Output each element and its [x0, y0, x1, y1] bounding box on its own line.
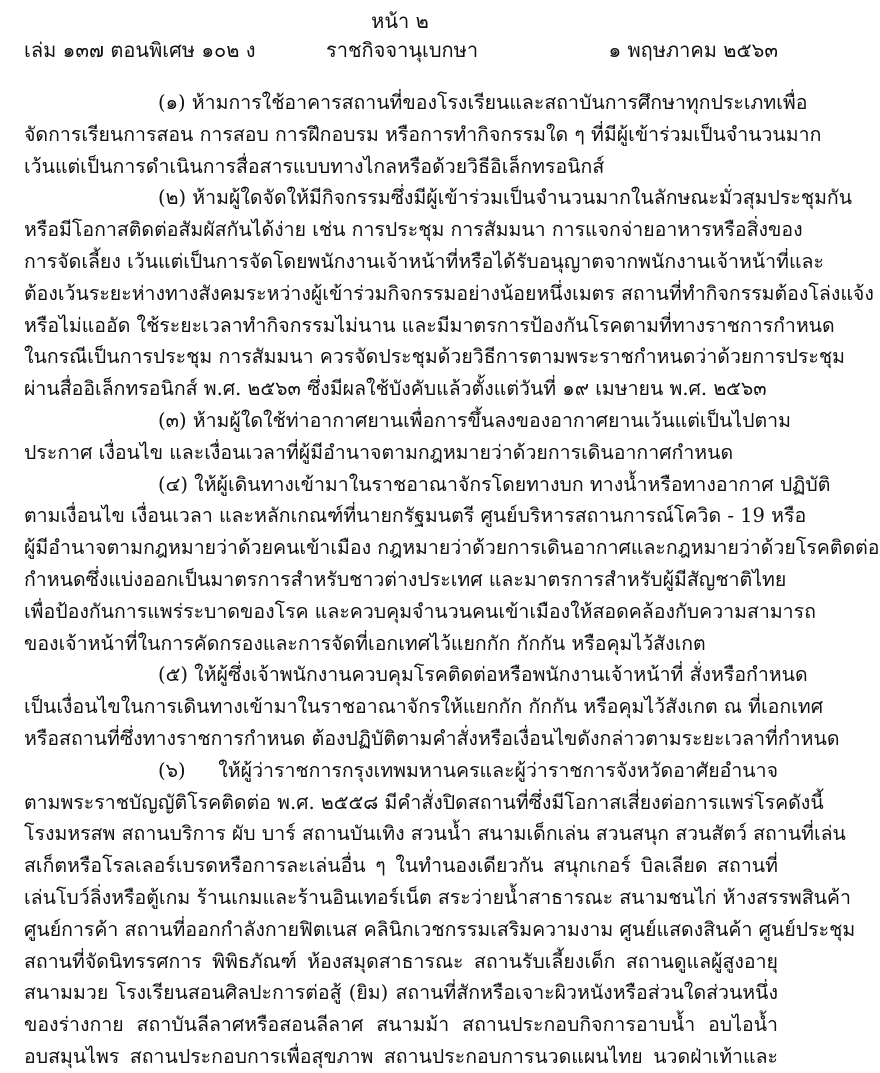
text-line: (๖) ให้ผู้ว่าราชการกรุงเทพมหานครและผู้ว่าราชการจังหวัดอาศัยอำนาจ: [158, 758, 778, 782]
text-line: ต้องเว้นระยะห่างทางสังคมระหว่างผู้เข้าร่วมกิจกรรมอย่างน้อยหนึ่งเมตร สถานที่ทำกิจกรรมต้องโล่งแจ้ง: [24, 281, 874, 305]
text-line: สเก็ตหรือโรลเลอร์เบรดหรือการละเล่นอื่น ๆ ในทำนองเดียวกัน สนุกเกอร์ บิลเลียด สถานที่: [24, 854, 778, 878]
paragraph: [24, 659, 840, 754]
text-line: (๑) ห้ามการใช้อาคารสถานที่ของโรงเรียนและสถาบันการศึกษาทุกประเภทเพื่อ: [158, 91, 808, 114]
header-date: ๑ พฤษภาคม ๒๕๖๓: [608, 38, 778, 62]
header-gazette-name: ราชกิจจานุเบกษา: [326, 38, 479, 62]
text-line: โรงมหรสพ สถานบริการ ผับ บาร์ สถานบันเทิง สวนน้ำ สนามเด็กเล่น สวนสนุก สวนสัตว์ สถานที่เล่น: [24, 822, 846, 846]
text-line: ศูนย์การค้า สถานที่ออกกำลังกายฟิตเนส คลินิกเวชกรรมเสริมความงาม ศูนย์แสดงสินค้า ศูนย์ประชุม: [24, 917, 856, 941]
text-line: (๕) ให้ผู้ซึ่งเจ้าพนักงานควบคุมโรคติดต่อหรือพนักงานเจ้าหน้าที่ สั่งหรือกำหนด: [158, 663, 808, 687]
page-number: หน้า ๒: [371, 9, 429, 33]
text-line: ประกาศ เงื่อนไข และเงื่อนเวลาที่ผู้มีอำนาจตามกฎหมายว่าด้วยการเดินอากาศกำหนด: [24, 440, 734, 464]
paragraph: [24, 469, 880, 660]
text-line: ของเจ้าหน้าที่ในการคัดกรองและการจัดที่เอกเทศไว้แยกกัก กักกัน หรือคุมไว้สังเกต: [24, 631, 706, 655]
paragraph: [24, 87, 822, 182]
text-line: ตามเงื่อนไข เงื่อนเวลา และหลักเกณฑ์ที่นายกรัฐมนตรี ศูนย์บริหารสถานการณ์โควิด - 19 หรือ: [24, 504, 807, 528]
text-line: ผ่านสื่ออิเล็กทรอนิกส์ พ.ศ. ๒๕๖๓ ซึ่งมีผลใช้บังคับแล้วตั้งแต่วันที่ ๑๙ เมษายน พ.ศ. ๒๕๖๓: [24, 377, 767, 401]
text-line: สถานที่จัดนิทรรศการ พิพิธภัณฑ์ ห้องสมุดสาธารณะ สถานรับเลี้ยงเด็ก สถานดูแลผู้สูงอายุ: [24, 949, 778, 973]
text-line: หรือไม่แออัด ใช้ระยะเวลาทำกิจกรรมไม่นาน และมีมาตรการป้องกันโรคตามที่ทางราชการกำหนด: [24, 313, 835, 337]
text-line: เพื่อป้องกันการแพร่ระบาดของโรค และควบคุมจำนวนคนเข้าเมืองให้สอดคล้องกับความสามารถ: [24, 599, 816, 623]
text-line: เป็นเงื่อนไขในการเดินทางเข้ามาในราชอาณาจักรให้แยกกัก กักกัน หรือคุมไว้สังเกต ณ ที่เอกเทศ: [24, 695, 824, 719]
document-body: [24, 87, 880, 1073]
paragraph: [24, 755, 856, 1073]
text-line: สนามมวย โรงเรียนสอนศิลปะการต่อสู้ (ยิม) สถานที่สักหรือเจาะผิวหนังหรือส่วนใดส่วนหนึ่ง: [24, 981, 778, 1005]
text-line: ตามพระราชบัญญัติโรคติดต่อ พ.ศ. ๒๕๕๘ มีคำสั่งปิดสถานที่ซึ่งมีโอกาสเสี่ยงต่อการแพร่โรคดังนี้: [24, 790, 824, 814]
text-line: ของร่างกาย สถาบันลีลาศหรือสอนลีลาศ สนามม้า สถานประกอบกิจการอาบน้ำ อบไอน้ำ: [24, 1013, 778, 1037]
text-line: (๔) ให้ผู้เดินทางเข้ามาในราชอาณาจักรโดยทางบก ทางน้ำหรือทางอากาศ ปฏิบัติ: [158, 472, 831, 496]
text-line: หรือมีโอกาสติดต่อสัมผัสกันได้ง่าย เช่น การประชุม การสัมมนา การแจกจ่ายอาหารหรือสิ่งของ: [24, 218, 803, 242]
text-line: อบสมุนไพร สถานประกอบการเพื่อสุขภาพ สถานประกอบการนวดแผนไทย นวดฝ่าเท้าและ: [24, 1044, 778, 1068]
text-line: กำหนดซึ่งแบ่งออกเป็นมาตรการสำหรับชาวต่างประเทศ และมาตรการสำหรับผู้มีสัญชาติไทย: [24, 567, 787, 591]
text-line: (๒) ห้ามผู้ใดจัดให้มีกิจกรรมซึ่งมีผู้เข้าร่วมเป็นจำนวนมากในลักษณะมั่วสุมประชุมกัน: [158, 186, 853, 210]
paragraph: [24, 405, 791, 469]
header-issue: เล่ม ๑๓๗ ตอนพิเศษ ๑๐๒ ง: [24, 38, 256, 62]
text-line: เล่นโบว์ลิ่งหรือตู้เกม ร้านเกมและร้านอินเทอร์เน็ต สระว่ายน้ำสาธารณะ สนามชนไก่ ห้างสรรพสินค้า: [24, 885, 851, 909]
text-line: (๓) ห้ามผู้ใดใช้ท่าอากาศยานเพื่อการขึ้นลงของอากาศยานเว้นแต่เป็นไปตาม: [158, 408, 791, 432]
text-line: เว้นแต่เป็นการดำเนินการสื่อสารแบบทางไกลหรือด้วยวิธีอิเล็กทรอนิกส์: [24, 154, 605, 178]
paragraph: [24, 182, 874, 405]
text-line: หรือสถานที่ซึ่งทางราชการกำหนด ต้องปฏิบัติตามคำสั่งหรือเงื่อนไขดังกล่าวตามระยะเวลาที่กำหนด: [24, 726, 840, 750]
gazette-header: [24, 36, 778, 64]
text-line: ในกรณีเป็นการประชุม การสัมมนา ควรจัดประชุมด้วยวิธีการตามพระราชกำหนดว่าด้วยการประชุม: [24, 345, 845, 369]
text-line: จัดการเรียนการสอน การสอบ การฝึกอบรม หรือการทำกิจกรรมใด ๆ ที่มีผู้เข้าร่วมเป็นจำนวนมาก: [24, 122, 822, 146]
text-line: ผู้มีอำนาจตามกฎหมายว่าด้วยคนเข้าเมือง กฎหมายว่าด้วยการเดินอากาศและกฎหมายว่าด้วยโรคติดต่อ: [24, 536, 880, 560]
text-line: การจัดเลี้ยง เว้นแต่เป็นการจัดโดยพนักงานเจ้าหน้าที่หรือได้รับอนุญาตจากพนักงานเจ้าหน้าที่และ: [24, 249, 824, 273]
